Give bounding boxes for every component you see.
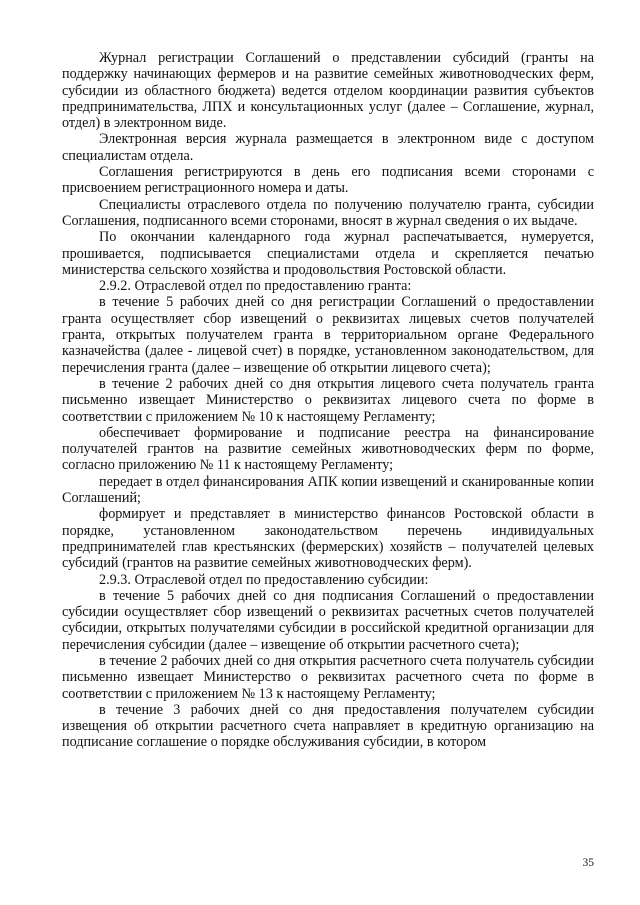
paragraph: Специалисты отраслевого отдела по получению получателю гранта, субсидии Соглашения, подписанного всеми сторонами, вносят в журнал сведения о их выдаче. bbox=[62, 196, 594, 229]
paragraph: в течение 2 рабочих дней со дня открытия лицевого счета получатель гранта письменно извещает Министерство о реквизитах лицевого счета по форме в соответствии с приложением № 10 к настоящему Регламенту; bbox=[62, 375, 594, 425]
paragraph: в течение 5 рабочих дней со дня регистрации Соглашений о предоставлении гранта осуществляет сбор извещений о реквизитах лицевых счетов получателей гранта, открытых получателем гранта в территориальном органе Федерального казначейства (далее - лицевой счет) в порядке, установленном законодательством, для перечисления гранта (далее – извещение об открытии лицевого счета); bbox=[62, 294, 594, 376]
paragraph: в течение 2 рабочих дней со дня открытия расчетного счета получатель субсидии письменно извещает Министерство о реквизитах расчетного счета по форме в соответствии с приложением № 13 к настоящему Регламенту; bbox=[62, 652, 594, 702]
paragraph: Журнал регистрации Соглашений о представлении субсидий (гранты на поддержку начинающих фермеров и на развитие семейных животноводческих ферм, субсидии из областного бюджета) ведется отделом координации развития субъектов предпринимательства, ЛПХ и консультационных услуг (далее – Соглашение, журнал, отдел) в электронном виде. bbox=[62, 50, 594, 132]
section-heading: 2.9.3. Отраслевой отдел по предоставлению субсидии: bbox=[99, 571, 429, 588]
paragraph: Соглашения регистрируются в день его подписания всеми сторонами с присвоением регистрационного номера и даты. bbox=[62, 164, 594, 197]
paragraph: в течение 5 рабочих дней со дня подписания Соглашений о предоставлении субсидии осуществляет сбор извещений о реквизитах расчетных счетов получателей субсидии, открытых получателями субсидии в российской кредитной организации для перечисления субсидии (далее – извещение об открытии расчетного счета); bbox=[62, 587, 594, 653]
paragraph: По окончании календарного года журнал распечатывается, нумеруется, прошивается, подписывается специалистами отдела и скрепляется печатью министерства сельского хозяйства и продовольствия Ростовской области. bbox=[62, 229, 594, 278]
page-number: 35 bbox=[582, 857, 594, 869]
paragraph: в течение 3 рабочих дней со дня предоставления получателем субсидии извещения об открытии расчетного счета направляет в кредитную организацию на подписание соглашение о порядке обслуживания субсидии, в котором bbox=[62, 701, 594, 751]
paragraph: Электронная версия журнала размещается в электронном виде с доступом специалистам отдела. bbox=[62, 131, 594, 164]
section-heading: 2.9.2. Отраслевой отдел по предоставлению гранта: bbox=[99, 278, 412, 295]
document-body bbox=[62, 50, 594, 751]
paragraph: обеспечивает формирование и подписание реестра на финансирование получателей грантов на развитие семейных животноводческих ферм по форме, согласно приложению № 11 к настоящему Регламенту; bbox=[62, 424, 594, 474]
paragraph: формирует и представляет в министерство финансов Ростовской области в порядке, установленном законодательством перечень индивидуальных предпринимателей глав крестьянских (фермерских) хозяйств – получателей целевых субсидий (грантов на развитие семейных животноводческих ферм). bbox=[62, 506, 594, 572]
paragraph: передает в отдел финансирования АПК копии извещений и сканированные копии Соглашений; bbox=[62, 473, 594, 507]
